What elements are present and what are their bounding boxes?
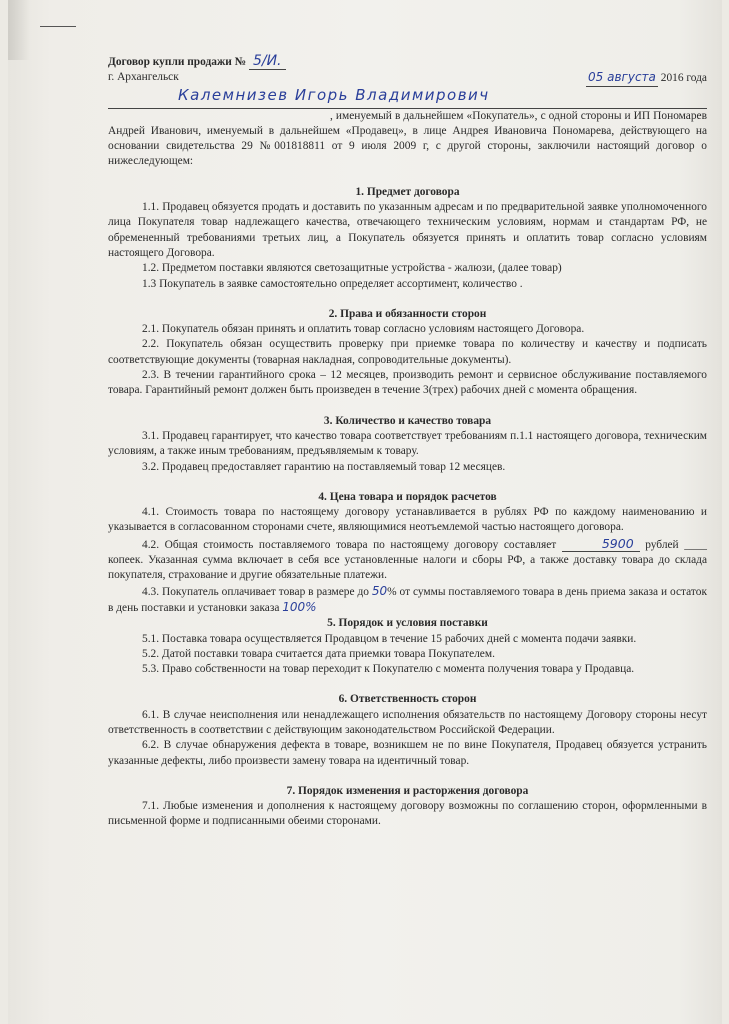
installation-percent: 100% bbox=[282, 599, 317, 614]
section-3-title: 3. Количество и качество товара bbox=[323, 414, 492, 427]
clause-3-2: 3.2. Продавец предоставляет гарантию на поставляемый товар 12 месяцев. bbox=[142, 460, 506, 473]
clause-2-1: 2.1. Покупатель обязан принять и оплатить товар согласно условиям настоящего Договора. bbox=[142, 323, 585, 336]
clause-4-2-text-a: 4.2. Общая стоимость поставляемого товара по настоящему договору составляет bbox=[142, 538, 557, 551]
page-edge-shadow bbox=[8, 0, 30, 60]
contract-title-text: Договор купли продажи № bbox=[108, 56, 247, 68]
clause-4-2-text-b: рублей ____ копеек. Указанная сумма включает в себя все установленные налоги и сборы РФ, а также доставку товара до склада покупателя, страхование и другие обязательные платежи. bbox=[108, 538, 707, 582]
clause-1-3: 1.3 Покупатель в заявке самостоятельно определяет ассортимент, количество . bbox=[142, 277, 523, 290]
parties-intro-text: , именуемый в дальнейшем «Покупатель», с одной стороны и ИП Пономарев Андрей Иванович, именуемый в дальнейшем «Продавец», в лице Андрея Ивановича Пономарева, действующего на основании свидетельства 29 №001818811 от 9 июля 2009 г, с другой стороны, заключили настоящий договор о нижеследующем: bbox=[108, 109, 707, 168]
contract-body bbox=[108, 54, 707, 830]
clause-4-3 bbox=[108, 584, 707, 617]
clause-2-3: 2.3. В течении гарантийного срока – 12 месяцев, производить ремонт и сервисное обслуживание поставляемого товара. Гарантийный ремонт должен быть произведен в течение 3(трех) рабочих дней с момента обращения. bbox=[108, 369, 707, 397]
total-price: 5900 bbox=[562, 536, 640, 552]
clause-5-1: 5.1. Поставка товара осуществляется Продавцом в течение 15 рабочих дней с момента подачи заявки. bbox=[142, 632, 637, 645]
buyer-name: Калемнизев Игорь Владимирович bbox=[178, 85, 490, 104]
contract-title bbox=[108, 54, 707, 70]
clause-4-3-text-b: % от суммы поставляемого товара в день приема заказа и остаток в день поставки и установки заказа bbox=[108, 585, 707, 614]
contract-date bbox=[586, 70, 707, 86]
section-2-title: 2. Права и обязанности сторон bbox=[328, 307, 487, 320]
clause-6-1: 6.1. В случае неисполнения или ненадлежащего исполнения обязательств по настоящему Договору стороны несут ответственность в соответствии с действующим законодательством Российской Федерации. bbox=[108, 708, 707, 736]
clause-6-2: 6.2. В случае обнаружения дефекта в товаре, возникшем не по вине Покупателя, Продавец обязуется устранить указанные дефекты, либо произвести замену товара на идентичный товар. bbox=[108, 739, 707, 767]
clause-1-2: 1.2. Предметом поставки являются светозащитные устройства - жалюзи, (далее товар) bbox=[142, 262, 562, 275]
clause-1-1: 1.1. Продавец обязуется продать и доставить по указанным адресам и по предварительной заявке уполномоченного лица Покупателя товар надлежащего качества, отвечающего техническим условиям, нормам и стандартам РФ, не обремененный требованиями третьих лиц, а Покупатель обязуется принять и оплатить товар согласно условиям настоящего Договора. bbox=[108, 201, 707, 259]
section-6-title: 6. Ответственность сторон bbox=[338, 693, 477, 706]
clause-4-1: 4.1. Стоимость товара по настоящему договору устанавливается в рублях РФ по каждому наименованию и указывается в согласованном сторонами счете, являющимися неотъемлемой частью настоящего договора. bbox=[108, 506, 707, 534]
corner-mark bbox=[40, 26, 76, 27]
section-5-title: 5. Порядок и условия поставки bbox=[327, 617, 488, 630]
clause-5-2: 5.2. Датой поставки товара считается дата приемки товара Покупателем. bbox=[142, 647, 495, 660]
city: г. Архангельск bbox=[108, 71, 179, 84]
parties-intro bbox=[108, 109, 707, 170]
clause-7-1: 7.1. Любые изменения и дополнения к настоящему договору возможны по соглашению сторон, оформленными в письменной форме и подписанными обеими сторонами. bbox=[108, 800, 707, 828]
date-handwritten: 05 августа bbox=[586, 70, 658, 86]
prepayment-percent: 50 bbox=[371, 583, 388, 598]
section-1-title: 1. Предмет договора bbox=[355, 185, 460, 198]
clause-4-3-text-a: 4.3. Покупатель оплачивает товар в размере до bbox=[142, 585, 369, 598]
contract-number: 5/И. bbox=[249, 54, 286, 70]
clause-4-2 bbox=[108, 536, 707, 584]
clause-2-2: 2.2. Покупатель обязан осуществить проверку при приемке товара по количеству и качеству и подписать соответствующие документы (товарная накладная, сопроводительные документы). bbox=[108, 338, 707, 366]
section-7-title: 7. Порядок изменения и расторжения договора bbox=[286, 784, 529, 797]
city-date-row bbox=[108, 70, 707, 85]
section-4-title: 4. Цена товара и порядок расчетов bbox=[318, 490, 497, 503]
document-page bbox=[8, 0, 722, 1024]
clause-3-1: 3.1. Продавец гарантирует, что качество товара соответствует требованиям п.1.1 настоящего договора, техническим условиям, а также иным требованиям, предъявляемым к товару. bbox=[108, 429, 707, 458]
buyer-name-line bbox=[108, 85, 707, 109]
date-year: 2016 года bbox=[660, 72, 707, 85]
clause-5-3: 5.3. Право собственности на товар переходит к Покупателю с момента получения товара у Продавца. bbox=[142, 663, 635, 676]
